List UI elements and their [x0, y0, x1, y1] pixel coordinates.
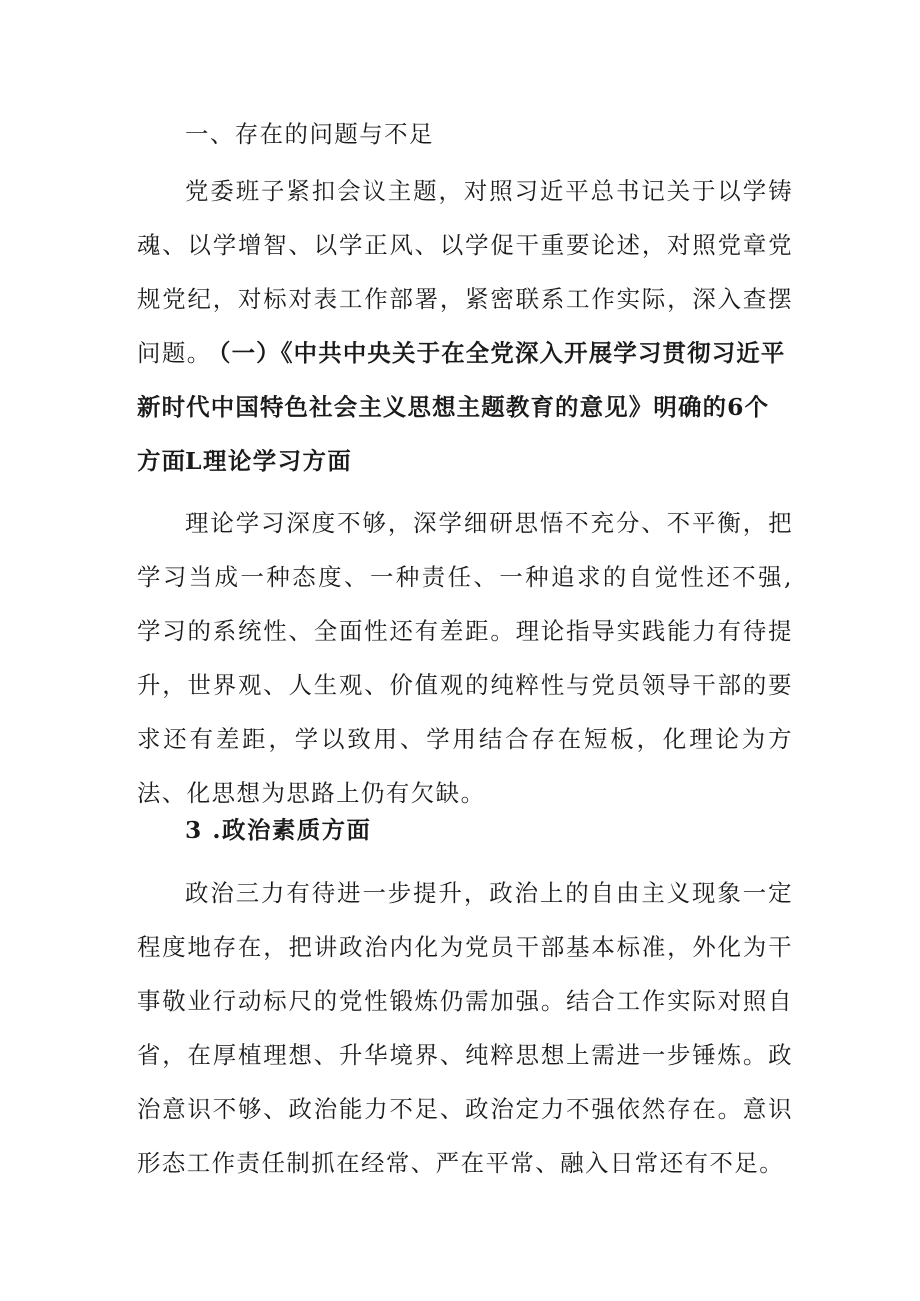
subsection-heading: （一）《中共中央关于在全党深入开展学习贯彻习近平新时代中国特色社会主义思想主题教育的意见》明确的6个方面 — [137, 339, 786, 475]
section-heading: 一、存在的问题与不足 — [185, 120, 434, 148]
item3-paragraph: 政治三力有待进一步提升，政治上的自由主义现象一定程度地存在，把讲政治内化为党员干部基本标准，外化为干事敬业行动标尺的党性锻炼仍需加强。结合工作实际对照自省，在厚植理想、升华境界、纯粹思想上需进一步锤炼。政治意识不够、政治能力不足、政治定力不强依然存在。意识形态工作责任制抓在经常、严在平常、融入日常还有不足。 — [137, 879, 793, 1177]
item3-heading: 3 .政治素质方面 — [185, 816, 372, 844]
item1-paragraph: 理论学习深度不够，深学细研思悟不充分、不平衡，把学习当成一种态度、一种责任、一种追求的自觉性还不强,学习的系统性、全面性还有差距。理论指导实践能力有待提升，世界观、人生观、价值观的纯粹性与党员领导干部的要求还有差距，学以致用、学用结合存在短板，化理论为方法、化思想为思路上仍有欠缺。 — [137, 509, 793, 807]
item1-heading: L理论学习方面 — [185, 447, 353, 475]
intro-paragraph: 党委班子紧扣会议主题，对照习近平总书记关于以学铸魂、以学增智、以学正风、以学促干重要论述，对照党章党规党纪，对标对表工作部署，紧密联系工作实际，深入查摆问题。 — [137, 177, 793, 367]
